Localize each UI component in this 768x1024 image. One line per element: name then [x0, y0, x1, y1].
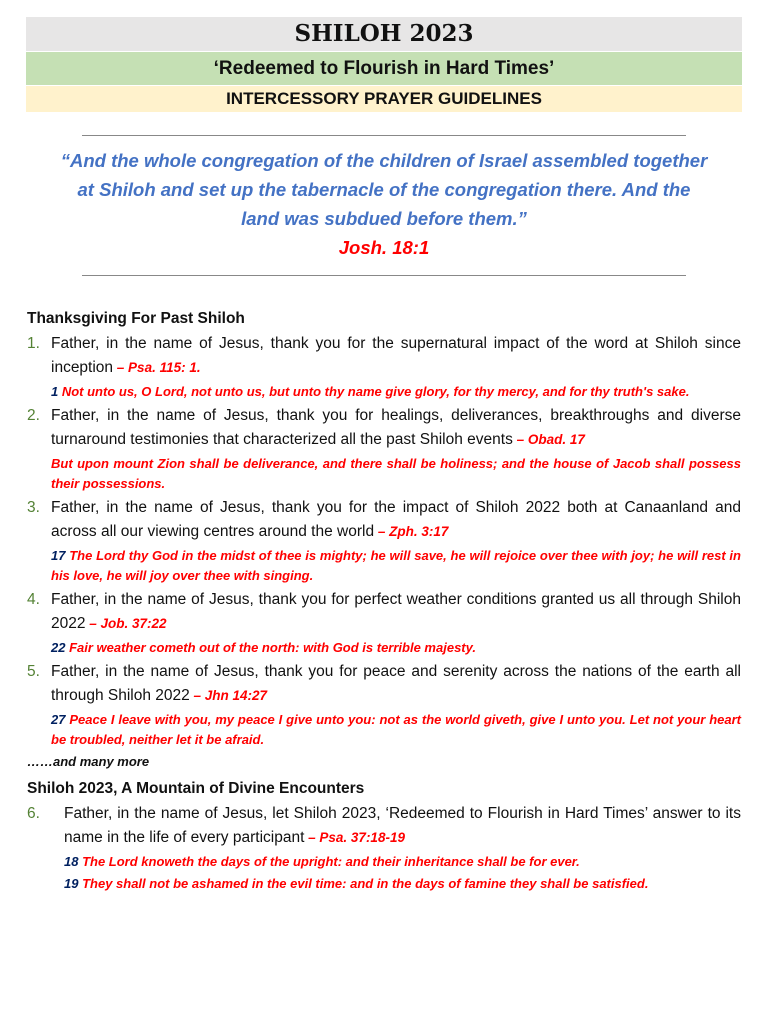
scripture-ref: – Job. 37:22 [85, 616, 167, 631]
verse-text: The Lord knoweth the days of the upright: and their inheritance shall be for ever. [78, 854, 580, 869]
verse-text: The Lord thy God in the midst of thee is mighty; he will save, he will rejoice over thee with joy; he will rest in his love, he will joy over thee with singing. [51, 548, 741, 583]
item-text: Father, in the name of Jesus, thank you for healings, deliverances, breakthroughs and diverse turnaround testimonies that characterized all the past Shiloh events [51, 407, 741, 448]
item-text: Father, in the name of Jesus, thank you for peace and serenity across the nations of the earth all through Shiloh 2022 [51, 663, 741, 704]
verse-number: 1 [51, 384, 59, 399]
item-number: 5. [27, 663, 40, 680]
quote-reference: Josh. 18:1 [338, 237, 430, 258]
section-heading-2: Shiloh 2023, A Mountain of Divine Encounters [27, 780, 365, 797]
item-text: Father, in the name of Jesus, thank you for the supernatural impact of the word at Shiloh since inception [51, 335, 741, 376]
verse [51, 638, 741, 658]
verse-number: 18 [64, 854, 79, 869]
item-number: 2. [27, 407, 40, 424]
item-text: Father, in the name of Jesus, thank you for the impact of Shiloh 2022 both at Canaanland and across all our viewing centres around the world [51, 499, 741, 540]
section-heading: Thanksgiving For Past Shiloh [27, 310, 245, 327]
prayer-list [27, 332, 741, 752]
and-many-more: ……and many more [27, 754, 150, 769]
item-text: Father, in the name of Jesus, thank you for perfect weather conditions granted us all through Shiloh 2022 [51, 591, 741, 632]
verse-text: But upon mount Zion shall be deliverance, and there shall be holiness; and the house of Jacob shall possess their possessions. [51, 456, 741, 491]
verse [51, 546, 741, 586]
verse-text: Not unto us, O Lord, not unto us, but unto thy name give glory, for thy mercy, and for thy truth's sake. [58, 384, 690, 399]
item-number: 1. [27, 335, 40, 352]
scripture-ref: – Jhn 14:27 [189, 688, 268, 703]
scripture-ref: – Psa. 115: 1. [113, 360, 201, 375]
divider-bottom [82, 275, 686, 276]
doc-title: SHILOH 2023 [26, 17, 742, 51]
prayer-item [27, 404, 741, 496]
verse [64, 874, 741, 894]
prayer-item [27, 660, 741, 752]
verse-text: They shall not be ashamed in the evil time: and in the days of famine they shall be satisfied. [78, 876, 649, 891]
item-number: 3. [27, 499, 40, 516]
doc-subtitle: INTERCESSORY PRAYER GUIDELINES [26, 86, 742, 112]
verse [51, 710, 741, 750]
verse-number: 17 [51, 548, 66, 563]
verse-number: 27 [51, 712, 66, 727]
item-number: 4. [27, 591, 40, 608]
prayer-item [27, 496, 741, 588]
verse-text: Peace I leave with you, my peace I give unto you: not as the world giveth, give I unto you. Let not your heart be troubled, neither let it be afraid. [51, 712, 741, 747]
verse [64, 852, 741, 872]
scripture-ref: – Zph. 3:17 [374, 524, 449, 539]
verse [51, 454, 741, 494]
prayer-item [27, 802, 741, 896]
verse-number: 22 [51, 640, 66, 655]
prayer-body [27, 306, 741, 896]
verse-number: 19 [64, 876, 79, 891]
scripture-quote [60, 146, 708, 262]
verse-text: Fair weather cometh out of the north: with God is terrible majesty. [65, 640, 476, 655]
prayer-item [27, 588, 741, 660]
item-number: 6. [27, 805, 40, 822]
scripture-ref: – Psa. 37:18-19 [304, 830, 405, 845]
quote-text: “And the whole congregation of the children of Israel assembled together at Shiloh and set up the tabernacle of the congregation there. And the land was subdued before them.” [60, 150, 708, 229]
scripture-ref: – Obad. 17 [512, 432, 585, 447]
divider-top [82, 135, 686, 136]
prayer-item [27, 332, 741, 404]
doc-theme: ‘Redeemed to Flourish in Hard Times’ [26, 52, 742, 85]
item-text: Father, in the name of Jesus, let Shiloh 2023, ‘Redeemed to Flourish in Hard Times’ answer to its name in the life of every participant [64, 805, 741, 846]
verse [51, 382, 741, 402]
